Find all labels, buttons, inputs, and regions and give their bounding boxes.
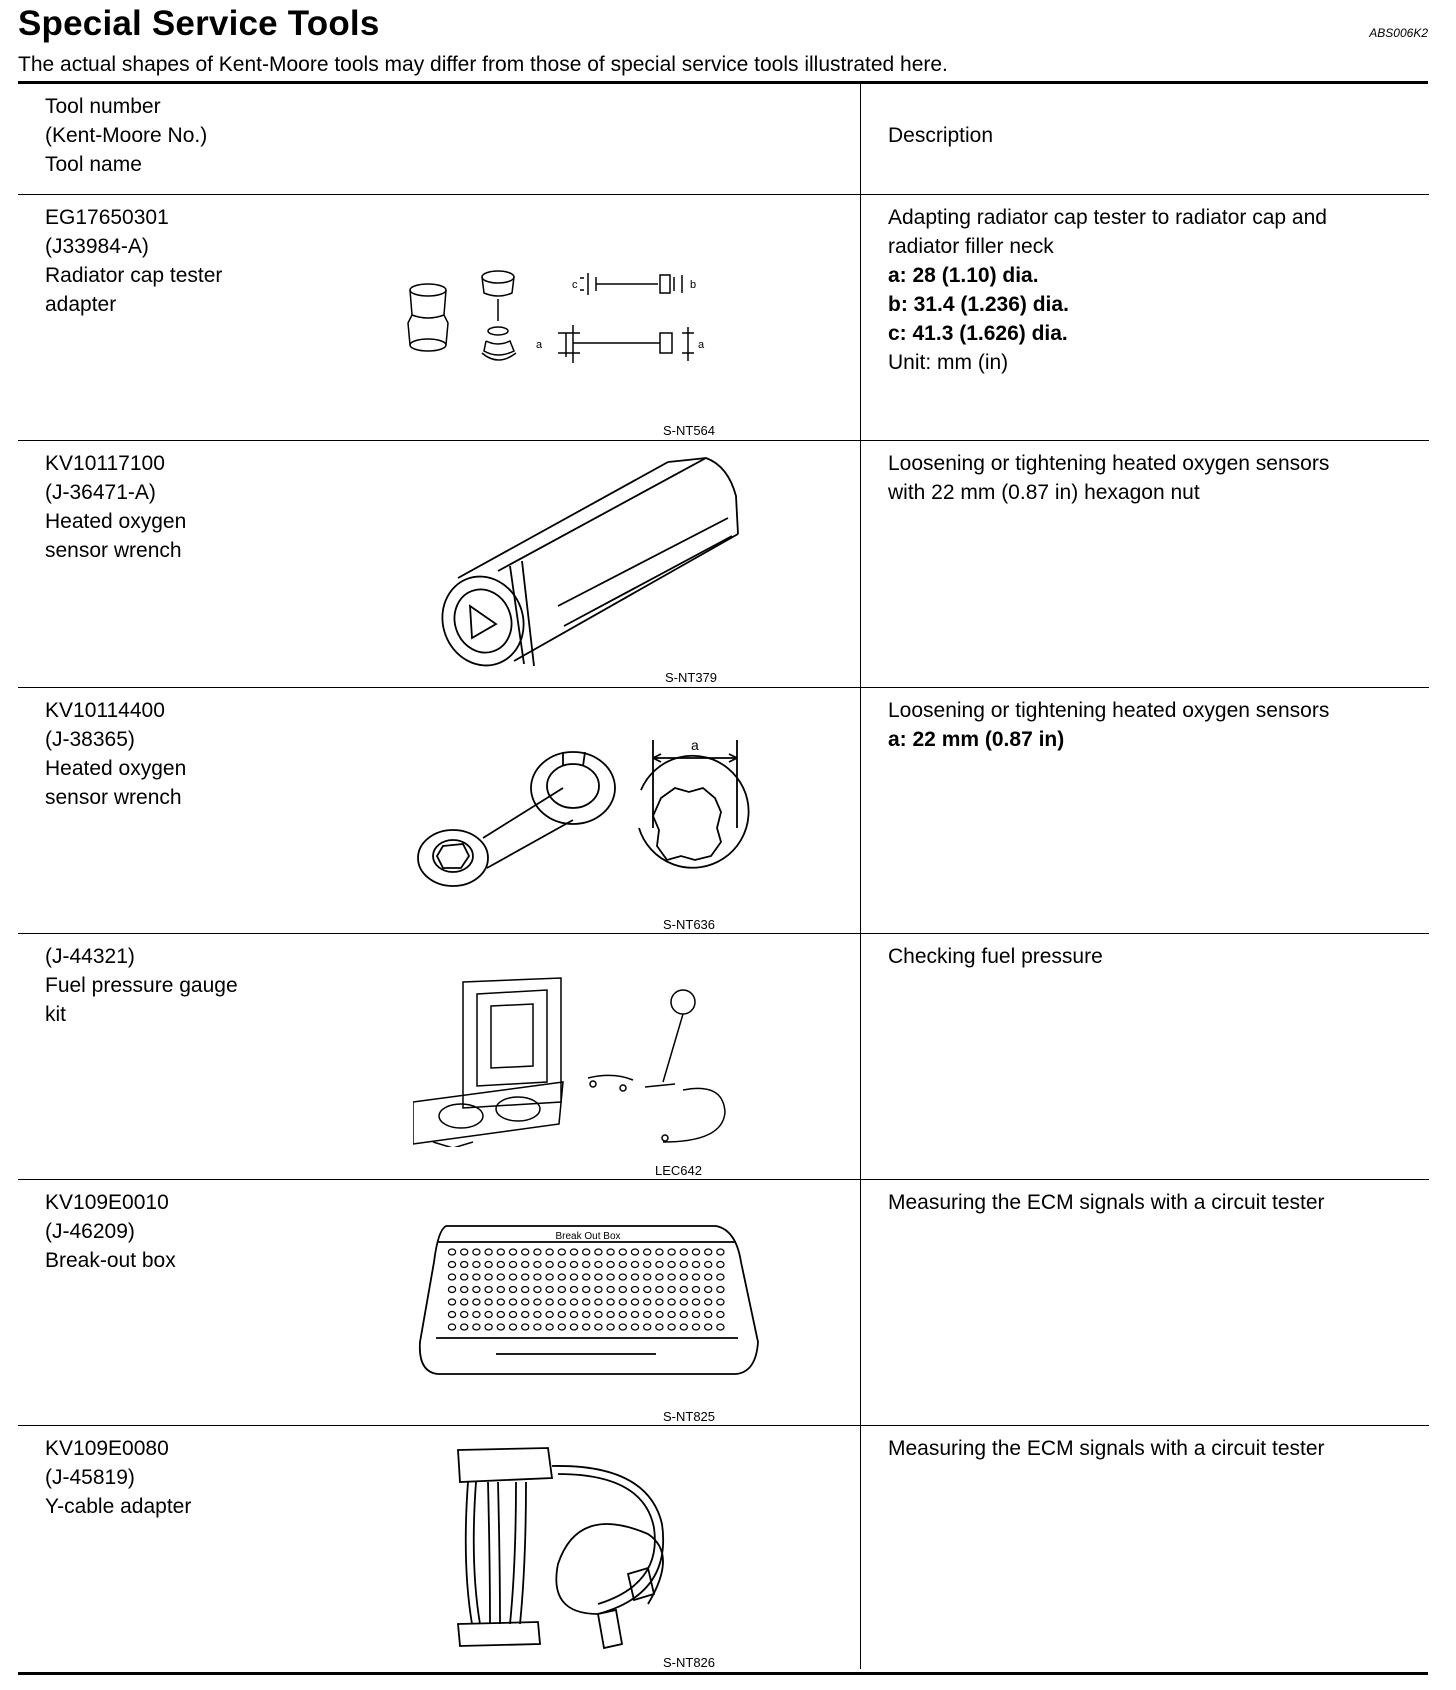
pin-hole (583, 1274, 590, 1280)
pin-hole (705, 1324, 712, 1330)
tool-name: kit (45, 1003, 66, 1026)
table-row (18, 195, 1429, 441)
pin-hole (680, 1274, 687, 1280)
tool-name: adapter (45, 293, 117, 316)
pin-hole (485, 1274, 492, 1280)
dimension-label-c: c (572, 279, 578, 291)
pin-hole (668, 1262, 675, 1268)
dimension-label-a: a (691, 737, 699, 753)
pin-hole (692, 1324, 699, 1330)
pin-hole (570, 1249, 577, 1255)
pin-hole (558, 1274, 565, 1280)
pin-hole (522, 1312, 529, 1318)
description-line: a: 28 (1.10) dia. (888, 264, 1039, 287)
pin-hole (473, 1312, 480, 1318)
pin-hole (631, 1287, 638, 1293)
pin-hole (631, 1249, 638, 1255)
pin-hole (680, 1324, 687, 1330)
pin-hole (534, 1287, 541, 1293)
pin-hole (534, 1324, 541, 1330)
pin-hole (534, 1312, 541, 1318)
pin-hole (534, 1249, 541, 1255)
breakout-box-pin-holes (448, 1249, 724, 1330)
pin-hole (668, 1312, 675, 1318)
pin-hole (668, 1299, 675, 1305)
tool-cell (18, 195, 861, 441)
pin-hole (656, 1299, 663, 1305)
document-code: ABS006K2 (1369, 26, 1428, 40)
description-line: Measuring the ECM signals with a circuit tester (888, 1191, 1325, 1214)
pin-hole (619, 1287, 626, 1293)
tool-cell (18, 934, 861, 1180)
pin-hole (583, 1249, 590, 1255)
pin-hole (448, 1287, 455, 1293)
pin-hole (485, 1324, 492, 1330)
pin-hole (522, 1299, 529, 1305)
pin-hole (631, 1299, 638, 1305)
pin-hole (680, 1262, 687, 1268)
tool-name: sensor wrench (45, 786, 182, 809)
pin-hole (595, 1324, 602, 1330)
pin-hole (570, 1274, 577, 1280)
pin-hole (595, 1274, 602, 1280)
pin-hole (583, 1262, 590, 1268)
pin-hole (461, 1287, 468, 1293)
y-cable-adapter-illustration (448, 1444, 718, 1654)
pin-hole (668, 1324, 675, 1330)
pin-hole (570, 1312, 577, 1318)
pin-hole (668, 1287, 675, 1293)
pin-hole (509, 1299, 516, 1305)
pin-hole (692, 1287, 699, 1293)
pin-hole (485, 1262, 492, 1268)
pin-hole (717, 1287, 724, 1293)
pin-hole (497, 1324, 504, 1330)
pin-hole (461, 1274, 468, 1280)
pin-hole (705, 1312, 712, 1318)
pin-hole (644, 1274, 651, 1280)
pin-hole (583, 1312, 590, 1318)
table-row (18, 688, 1429, 934)
pin-hole (546, 1299, 553, 1305)
pin-hole (497, 1274, 504, 1280)
radiator-cap-adapter-illustration (398, 255, 738, 385)
kent-moore-number: (J-46209) (45, 1220, 135, 1243)
tool-name: Radiator cap tester (45, 264, 223, 287)
table-row (18, 441, 1429, 688)
pin-hole (692, 1312, 699, 1318)
description-cell (861, 441, 1430, 688)
pin-hole (619, 1249, 626, 1255)
description-line: b: 31.4 (1.236) dia. (888, 293, 1069, 316)
break-out-box-illustration (416, 1222, 761, 1382)
pin-hole (534, 1274, 541, 1280)
pin-hole (656, 1312, 663, 1318)
pin-hole (644, 1287, 651, 1293)
tool-name: Fuel pressure gauge (45, 974, 238, 997)
kent-moore-number: (J-38365) (45, 728, 135, 751)
pin-hole (607, 1312, 614, 1318)
pin-hole (595, 1312, 602, 1318)
pin-hole (570, 1262, 577, 1268)
pin-hole (473, 1249, 480, 1255)
pin-hole (509, 1274, 516, 1280)
pin-hole (717, 1262, 724, 1268)
tool-cell (18, 1426, 861, 1670)
pin-hole (595, 1299, 602, 1305)
pin-hole (448, 1312, 455, 1318)
figure-code: S-NT636 (663, 917, 716, 932)
pin-hole (644, 1299, 651, 1305)
tool-name: Heated oxygen (45, 757, 187, 780)
pin-hole (656, 1274, 663, 1280)
tool-name: Break-out box (45, 1249, 176, 1272)
pin-hole (644, 1312, 651, 1318)
pin-hole (485, 1299, 492, 1305)
special-service-tools-table (18, 84, 1429, 1669)
table-row (18, 1426, 1429, 1670)
description (861, 1180, 1429, 1217)
pin-hole (717, 1249, 724, 1255)
description (861, 688, 1429, 754)
header-tool-cell (18, 84, 861, 195)
tool-name: sensor wrench (45, 539, 182, 562)
pin-hole (546, 1274, 553, 1280)
pin-hole (509, 1324, 516, 1330)
pin-hole (607, 1249, 614, 1255)
description-line: Checking fuel pressure (888, 945, 1103, 968)
fuel-pressure-gauge-kit-illustration (413, 972, 753, 1147)
pin-hole (717, 1324, 724, 1330)
description (861, 195, 1429, 377)
pin-hole (705, 1274, 712, 1280)
pin-hole (522, 1287, 529, 1293)
pin-hole (546, 1262, 553, 1268)
dimension-label-b: b (690, 279, 697, 291)
description-line: Loosening or tightening heated oxygen sensors (888, 452, 1330, 475)
pin-hole (448, 1324, 455, 1330)
pin-hole (558, 1262, 565, 1268)
pin-hole (644, 1262, 651, 1268)
table-header-row (18, 84, 1429, 195)
kent-moore-number: (J-36471-A) (45, 481, 156, 504)
kent-moore-number: (J33984-A) (45, 235, 149, 258)
description-cell (861, 1426, 1430, 1670)
pin-hole (705, 1249, 712, 1255)
pin-hole (473, 1274, 480, 1280)
pin-hole (631, 1324, 638, 1330)
description-line: radiator filler neck (888, 235, 1054, 258)
pin-hole (644, 1249, 651, 1255)
pin-hole (656, 1262, 663, 1268)
tool-number: KV10117100 (45, 452, 165, 475)
pin-hole (717, 1274, 724, 1280)
header-tool-number: Tool number (45, 95, 161, 118)
pin-hole (534, 1299, 541, 1305)
pin-hole (546, 1312, 553, 1318)
tool-cell (18, 1180, 861, 1426)
pin-hole (680, 1299, 687, 1305)
pin-hole (497, 1312, 504, 1318)
pin-hole (509, 1287, 516, 1293)
pin-hole (473, 1262, 480, 1268)
description-cell (861, 934, 1430, 1180)
dimension-label-a: a (698, 339, 705, 351)
pin-hole (485, 1312, 492, 1318)
description (861, 934, 1429, 971)
pin-hole (509, 1262, 516, 1268)
figure-code: S-NT825 (663, 1409, 716, 1424)
pin-hole (461, 1324, 468, 1330)
description-line: a: 22 mm (0.87 in) (888, 728, 1065, 751)
pin-hole (595, 1249, 602, 1255)
pin-hole (546, 1324, 553, 1330)
oxygen-sensor-socket-illustration (438, 456, 758, 671)
table-row (18, 934, 1429, 1180)
description-cell (861, 1180, 1430, 1426)
description-line: Measuring the ECM signals with a circuit tester (888, 1437, 1325, 1460)
description-line: c: 41.3 (1.626) dia. (888, 322, 1068, 345)
pin-hole (522, 1274, 529, 1280)
pin-hole (546, 1287, 553, 1293)
pin-hole (497, 1299, 504, 1305)
pin-hole (558, 1324, 565, 1330)
pin-hole (607, 1324, 614, 1330)
header-description-cell (861, 84, 1430, 195)
description-line: Adapting radiator cap tester to radiator cap and (888, 206, 1327, 229)
pin-hole (595, 1262, 602, 1268)
tool-name: Y-cable adapter (45, 1495, 192, 1518)
tool-number: KV10114400 (45, 699, 165, 722)
pin-hole (509, 1312, 516, 1318)
intro-note: The actual shapes of Kent-Moore tools may differ from those of special service tools illustrated here. (18, 53, 948, 76)
pin-hole (631, 1312, 638, 1318)
pin-hole (607, 1262, 614, 1268)
pin-hole (473, 1287, 480, 1293)
pin-hole (692, 1249, 699, 1255)
description (861, 1426, 1429, 1463)
figure-code: LEC642 (655, 1163, 702, 1178)
pin-hole (680, 1287, 687, 1293)
pin-hole (619, 1262, 626, 1268)
pin-hole (558, 1299, 565, 1305)
pin-hole (522, 1262, 529, 1268)
table-row (18, 1180, 1429, 1426)
header-description: Description (888, 124, 994, 147)
pin-hole (705, 1299, 712, 1305)
tool-number: EG17650301 (45, 206, 169, 229)
pin-hole (448, 1299, 455, 1305)
pin-hole (619, 1299, 626, 1305)
description-line: Unit: mm (in) (888, 351, 1009, 374)
bottom-rule (18, 1672, 1428, 1675)
header-kent-moore-no: (Kent-Moore No.) (45, 124, 208, 147)
pin-hole (497, 1262, 504, 1268)
pin-hole (558, 1287, 565, 1293)
breakout-box-label: Break Out Box (555, 1231, 621, 1242)
figure-code: S-NT564 (663, 423, 716, 438)
pin-hole (448, 1262, 455, 1268)
pin-hole (570, 1324, 577, 1330)
pin-hole (680, 1312, 687, 1318)
header-tool-name: Tool name (45, 153, 142, 176)
pin-hole (705, 1287, 712, 1293)
pin-hole (668, 1274, 675, 1280)
pin-hole (607, 1299, 614, 1305)
pin-hole (461, 1262, 468, 1268)
pin-hole (534, 1262, 541, 1268)
tool-name: Heated oxygen (45, 510, 187, 533)
pin-hole (656, 1249, 663, 1255)
pin-hole (656, 1324, 663, 1330)
pin-hole (680, 1249, 687, 1255)
pin-hole (485, 1287, 492, 1293)
pin-hole (509, 1249, 516, 1255)
pin-hole (546, 1249, 553, 1255)
pin-hole (461, 1312, 468, 1318)
oxygen-sensor-wrench-illustration (413, 728, 753, 898)
pin-hole (570, 1287, 577, 1293)
pin-hole (705, 1262, 712, 1268)
description-cell (861, 195, 1430, 441)
pin-hole (619, 1312, 626, 1318)
pin-hole (473, 1299, 480, 1305)
pin-hole (607, 1287, 614, 1293)
figure-code: S-NT826 (663, 1655, 716, 1670)
pin-hole (558, 1312, 565, 1318)
pin-hole (448, 1249, 455, 1255)
pin-hole (717, 1312, 724, 1318)
pin-hole (631, 1262, 638, 1268)
pin-hole (583, 1324, 590, 1330)
pin-hole (522, 1324, 529, 1330)
pin-hole (558, 1249, 565, 1255)
pin-hole (607, 1274, 614, 1280)
pin-hole (473, 1324, 480, 1330)
pin-hole (631, 1274, 638, 1280)
page-title: Special Service Tools (18, 4, 380, 43)
pin-hole (522, 1249, 529, 1255)
pin-hole (497, 1287, 504, 1293)
dimension-label-a: a (536, 339, 543, 351)
tool-cell (18, 441, 861, 688)
pin-hole (656, 1287, 663, 1293)
kent-moore-number: (J-45819) (45, 1466, 135, 1489)
tool-cell (18, 688, 861, 934)
pin-hole (668, 1249, 675, 1255)
pin-hole (717, 1299, 724, 1305)
pin-hole (448, 1274, 455, 1280)
pin-hole (461, 1249, 468, 1255)
pin-hole (692, 1274, 699, 1280)
pin-hole (595, 1287, 602, 1293)
pin-hole (583, 1287, 590, 1293)
tool-number: KV109E0080 (45, 1437, 169, 1460)
pin-hole (461, 1299, 468, 1305)
pin-hole (583, 1299, 590, 1305)
tool-number: KV109E0010 (45, 1191, 169, 1214)
description-line: with 22 mm (0.87 in) hexagon nut (888, 481, 1200, 504)
pin-hole (619, 1324, 626, 1330)
pin-hole (497, 1249, 504, 1255)
description-cell (861, 688, 1430, 934)
kent-moore-number: (J-44321) (45, 945, 135, 968)
description (861, 441, 1429, 507)
pin-hole (570, 1299, 577, 1305)
pin-hole (644, 1324, 651, 1330)
pin-hole (619, 1274, 626, 1280)
pin-hole (692, 1299, 699, 1305)
pin-hole (485, 1249, 492, 1255)
pin-hole (692, 1262, 699, 1268)
figure-code: S-NT379 (665, 670, 718, 685)
description-line: Loosening or tightening heated oxygen sensors (888, 699, 1330, 722)
